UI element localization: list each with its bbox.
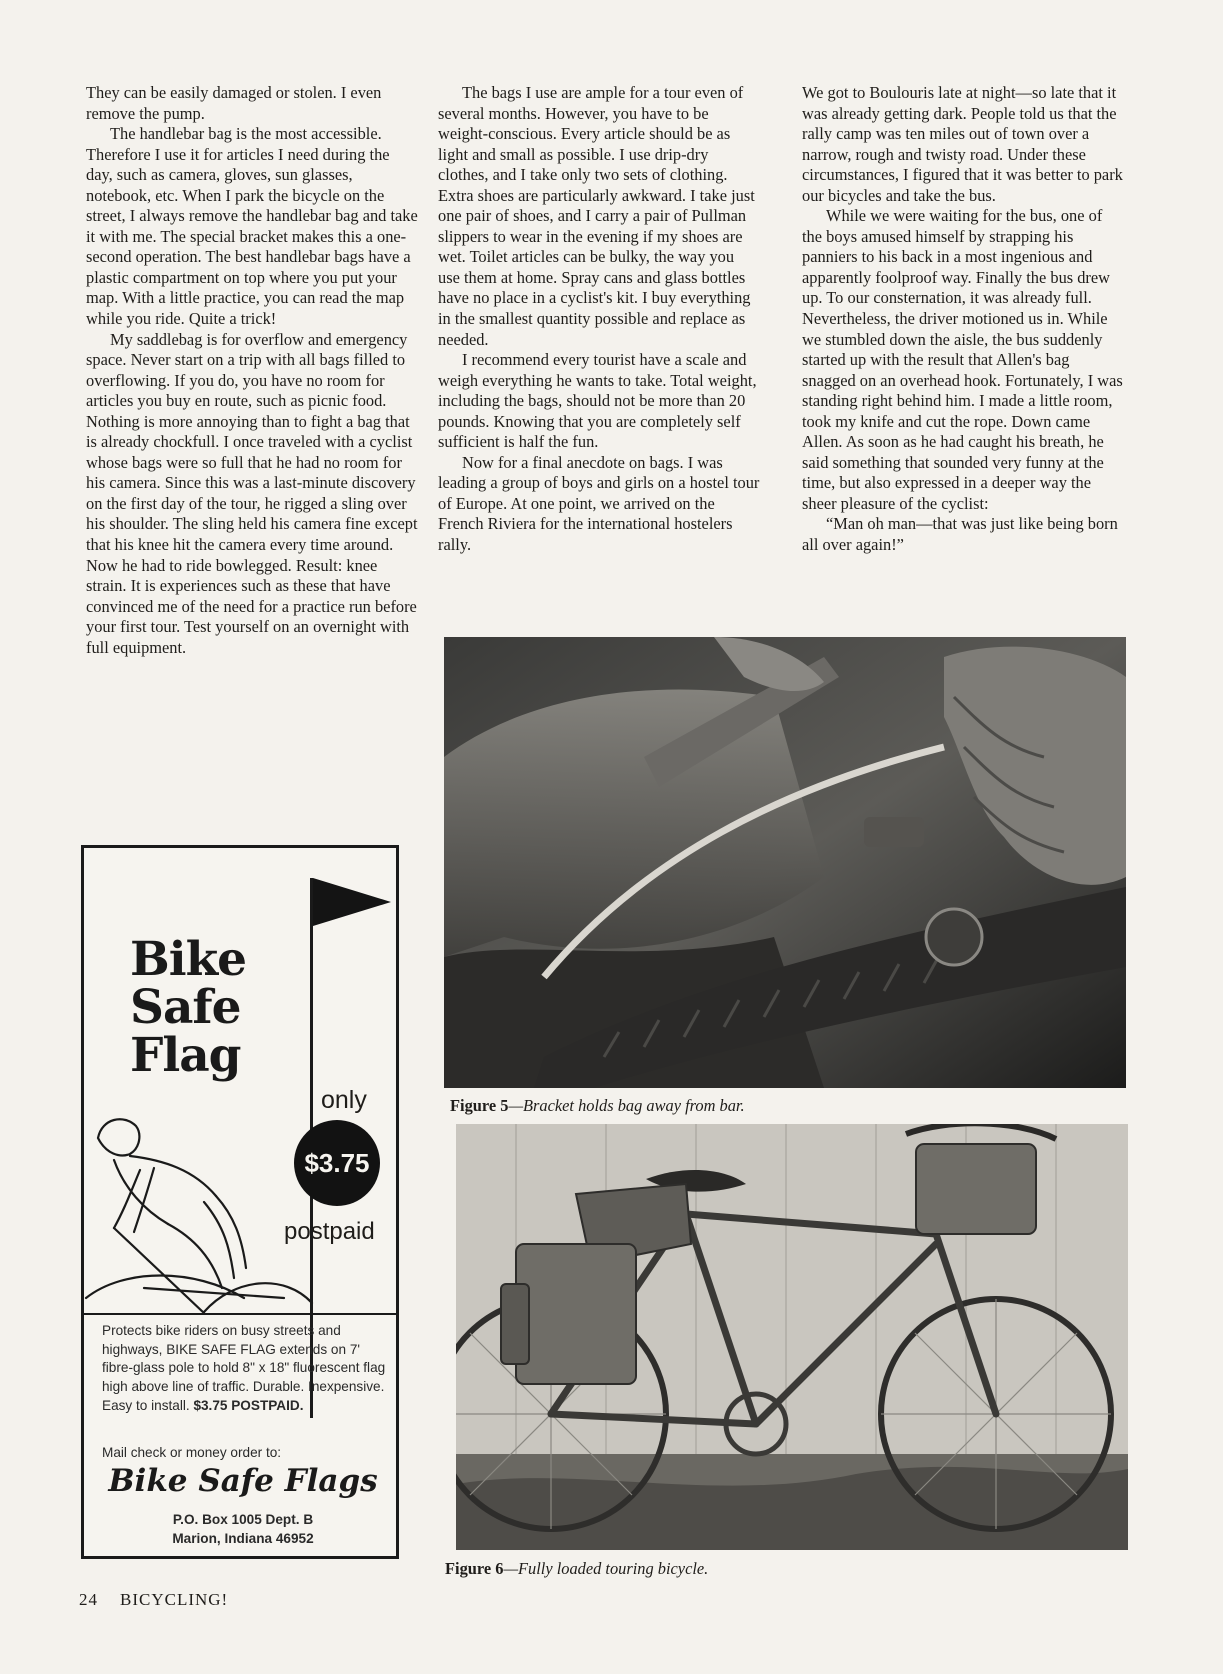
ad-description (102, 1322, 387, 1416)
page-number: 24 (79, 1590, 98, 1609)
ad-title: Bike Safe Flag (130, 932, 247, 1083)
touring-bicycle-image (456, 1124, 1128, 1550)
ad-mail-instructions: Mail check or money order to: (102, 1445, 282, 1460)
paragraph: Now for a final anecdote on bags. I was leading a group of boys and girls on a hostel tour of Europe. At one point, we arrived on the French Riviera for the international hostelers rally. (438, 452, 760, 555)
bike-safe-flag-advertisement (81, 845, 399, 1559)
figure-6-label: Figure 6 (445, 1559, 504, 1578)
pennant-flag-icon (313, 878, 393, 938)
paragraph: I recommend every tourist have a scale and weigh everything he wants to take. Total weight, including the bags, should not be more than 20 pounds. Knowing that you are completely self sufficient is half the fun. (438, 350, 757, 452)
paragraph: My saddlebag is for overflow and emergency space. Never start on a trip with all bags filled to overflowing. If you do, you have no room for articles you buy en route, such as picnic food. Nothing is more annoying than to fight a bag that is already chockfull. I once traveled with a cyclist whose bags were so full that he had no room for his camera. Since this was a last-minute discovery on the first day of the tour, he rigged a sling over his shoulder. The sling held his camera fine except that his knee hit the camera every time around. Now he had to ride bowlegged. Result: knee strain. It is experiences such as these that have convinced me of the need for a practice run before your first tour. Test yourself on an overnight with full equipment. (86, 329, 418, 657)
ad-description-price: $3.75 POSTPAID. (193, 1397, 304, 1413)
figure-5-label: Figure 5 (450, 1096, 509, 1115)
figure-6-caption (445, 1559, 708, 1579)
cyclist-illustration-icon (84, 1098, 314, 1313)
ad-price-badge: $3.75 (294, 1120, 380, 1206)
figure-6-photo (456, 1124, 1128, 1550)
ad-description-text: Protects bike riders on busy streets and highways, BIKE SAFE FLAG extends on 7' fibre-glass pole to hold 8" x 18" fluorescent flag high above line of traffic. Durable. Inexpensive. Easy to install. (102, 1323, 386, 1413)
figure-6-text: —Fully loaded touring bicycle. (503, 1559, 709, 1578)
ad-divider (84, 1313, 396, 1315)
ad-postpaid-label: postpaid (284, 1218, 375, 1245)
page-footer (79, 1590, 250, 1610)
magazine-name: BICYCLING! (120, 1590, 229, 1609)
paragraph: While we were waiting for the bus, one of the boys amused himself by strapping his panniers to his back in a most ingenious and apparently foolproof way. Finally the bus drew up. To our consternation, it was already full. Nevertheless, the driver motioned us in. While we stumbled down the aisle, the bus suddenly started up with the result that Allen's bag snagged on an overhead hook. Fortunately, I was standing right behind him. I made a little room, took my knife and cut the rope. Down came Allen. As soon as he had caught his breath, he said something that sounded very funny at the time, but also expressed in a deeper way the sheer pleasure of the cyclist: (802, 206, 1123, 513)
article-column-1 (86, 83, 418, 658)
figure-5-photo (444, 637, 1126, 1088)
ad-address (104, 1510, 382, 1548)
article-column-3 (802, 83, 1126, 556)
ad-address-line-2: Marion, Indiana 46952 (172, 1531, 314, 1546)
article-column-2 (438, 83, 760, 556)
paragraph: The bags I use are ample for a tour even of several months. However, you have to be weight-conscious. Every article should be as light and small as possible. I use drip-dry clothes, and I take only two sets of clothing. Extra shoes are particularly awkward. I take just one pair of shoes, and I carry a pair of Pullman slippers to wear in the evening if my shoes are wet. Toilet articles can be bulky, the way you use them at home. Spray cans and glass bottles have no place in a cyclist's kit. I buy everything in the smallest quantity possible and replace as needed. (438, 83, 755, 349)
ad-only-label: only (321, 1086, 367, 1114)
ad-brand-logo: Bike Safe Flags (108, 1463, 378, 1499)
paragraph: We got to Boulouris late at night—so late that it was already getting dark. People told us that the rally camp was ten miles out of town over a narrow, rough and twisty road. Under these circumstances, I figured that it was better to park our bicycles and take the bus. (802, 83, 1123, 205)
paragraph: The handlebar bag is the most accessible. Therefore I use it for articles I need during the day, such as camera, gloves, sun glasses, notebook, etc. When I park the bicycle on the street, I always remove the handlebar bag and take it with me. The special bracket makes this a one-second operation. The best handlebar bags have a plastic compartment on top where you put your map. With a little practice, you can read the map while you ride. Quite a trick! (86, 124, 418, 329)
figure-5-caption (450, 1096, 745, 1116)
ad-address-line-1: P.O. Box 1005 Dept. B (172, 1512, 314, 1527)
handlebar-bag-bracket-image (444, 637, 1126, 1088)
paragraph: They can be easily damaged or stolen. I even remove the pump. (86, 83, 382, 123)
quote-paragraph: “Man oh man—that was just like being born all over again!” (802, 514, 1118, 555)
figure-5-text: —Bracket holds bag away from bar. (508, 1096, 745, 1115)
